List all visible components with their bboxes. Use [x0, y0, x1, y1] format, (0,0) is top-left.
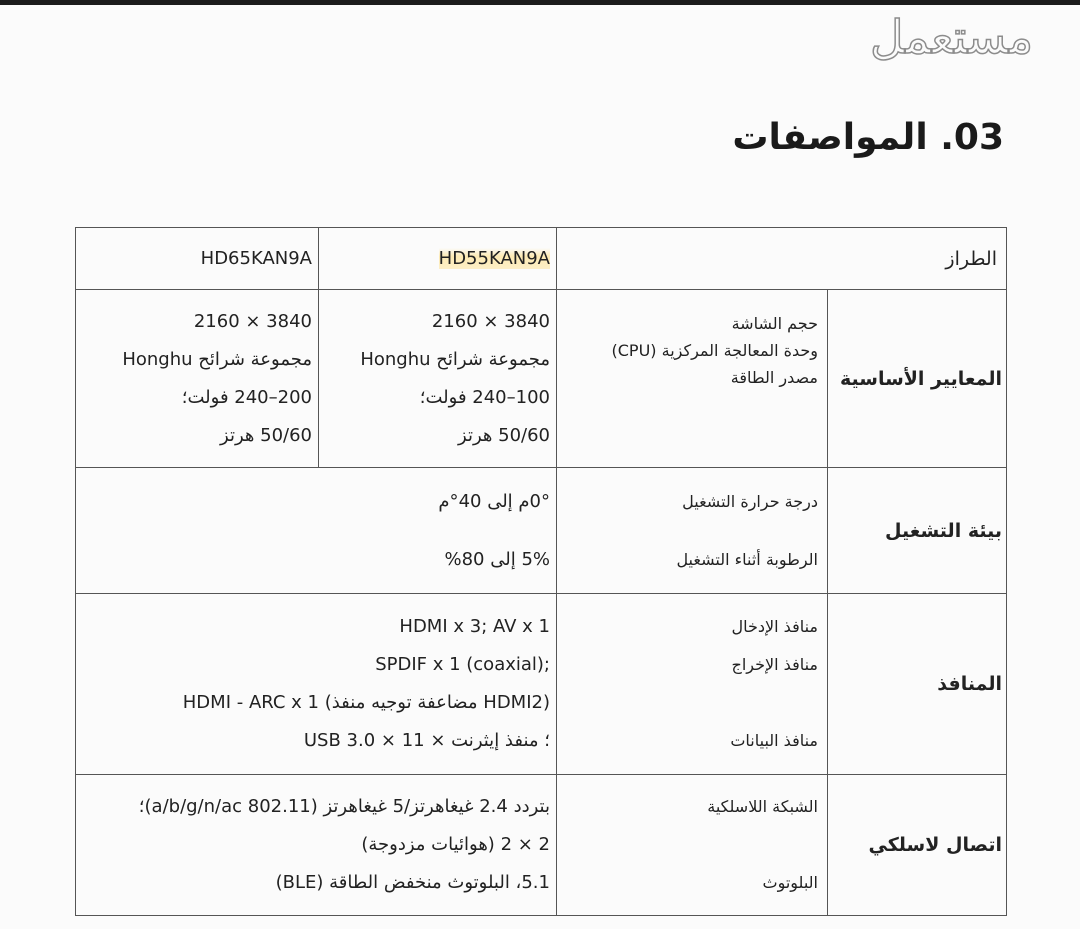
spec-table [75, 227, 1007, 916]
environment-label: بيئة التشغيل [885, 519, 1002, 542]
environment-values-cell [76, 468, 557, 594]
model-b-name: HD65KAN9A [200, 247, 312, 269]
wireless-antenna-value: 2 × 2 (هوائيات مزدوجة) [361, 834, 550, 855]
ports-data-value: USB 3.0 × 1؛ منفذ إيثرنت × 1 [303, 730, 550, 751]
model-label-cell [557, 228, 1007, 290]
spec-bluetooth: البلوتوث [762, 873, 818, 892]
basic-a-cpu: مجموعة شرائح Honghu [360, 348, 550, 370]
environment-label-cell [828, 468, 1007, 594]
basic-model-a-cell [319, 290, 557, 468]
wireless-specs-cell [557, 775, 828, 916]
ports-specs-cell [557, 594, 828, 775]
ports-label: المنافذ [937, 673, 1002, 695]
spec-operating-humidity: الرطوبة أثناء التشغيل [676, 549, 818, 569]
model-a-name: HD55KAN9A [438, 247, 550, 269]
basic-a-resolution: 2160 × 3840 [431, 310, 550, 332]
spec-input-ports: منافذ الإدخال [731, 617, 818, 636]
ports-label-cell [828, 594, 1007, 775]
basic-specs-cell [557, 290, 828, 468]
table-row-environment [76, 468, 1007, 594]
env-humidity-value: 5% إلى 80% [444, 548, 550, 570]
table-row-ports [76, 594, 1007, 775]
basic-label: المعايير الأساسية [839, 367, 1002, 390]
table-row-wireless [76, 775, 1007, 916]
ports-values-cell [76, 594, 557, 775]
spec-wireless-network: الشبكة اللاسلكية [707, 797, 818, 816]
table-row-model [76, 228, 1007, 290]
ports-arc-value: HDMI - ARC x 1 (مضاعفة توجيه منفذ HDMI2) [182, 692, 550, 713]
table-row-basic [76, 290, 1007, 468]
spec-cpu: وحدة المعالجة المركزية (CPU) [611, 341, 818, 360]
ports-input-value: HDMI x 3; AV x 1 [399, 616, 550, 637]
spec-data-ports: منافذ البيانات [730, 731, 818, 750]
environment-specs-cell [557, 468, 828, 594]
basic-b-cpu: مجموعة شرائح Honghu [122, 348, 312, 370]
wireless-label: اتصال لاسلكي [868, 834, 1002, 856]
env-temperature-value: 0°م إلى 40°م [438, 490, 550, 512]
basic-a-frequency: 50/60 هرتز [458, 424, 550, 446]
model-a-cell [319, 228, 557, 290]
wireless-values-cell [76, 775, 557, 916]
spec-operating-temperature: درجة حرارة التشغيل [682, 491, 818, 511]
basic-label-cell [828, 290, 1007, 468]
model-b-cell [76, 228, 319, 290]
spec-power: مصدر الطاقة [730, 368, 818, 387]
basic-b-frequency: 50/60 هرتز [220, 424, 312, 446]
wireless-wifi-value: بتردد 2.4 غيغاهرتز/5 غيغاهرتز (802.11 a/b/g/n/ac)؛ [138, 796, 550, 817]
top-border [0, 0, 1080, 5]
spec-output-ports: منافذ الإخراج [731, 655, 818, 674]
spec-screen-size: حجم الشاشة [731, 314, 818, 333]
watermark-logo: مستعمل [870, 10, 1034, 64]
basic-b-resolution: 2160 × 3840 [193, 310, 312, 332]
ports-output-value: SPDIF x 1 (coaxial); [375, 654, 550, 675]
basic-b-power: 200–240 فولت؛ [181, 386, 312, 408]
wireless-bluetooth-value: 5.1، البلوتوث منخفض الطاقة (BLE) [275, 872, 550, 893]
wireless-label-cell [828, 775, 1007, 916]
basic-a-power: 100–240 فولت؛ [419, 386, 550, 408]
basic-model-b-cell [76, 290, 319, 468]
page-title: 03. المواصفات [732, 117, 1004, 158]
model-label: الطراز [945, 247, 997, 270]
